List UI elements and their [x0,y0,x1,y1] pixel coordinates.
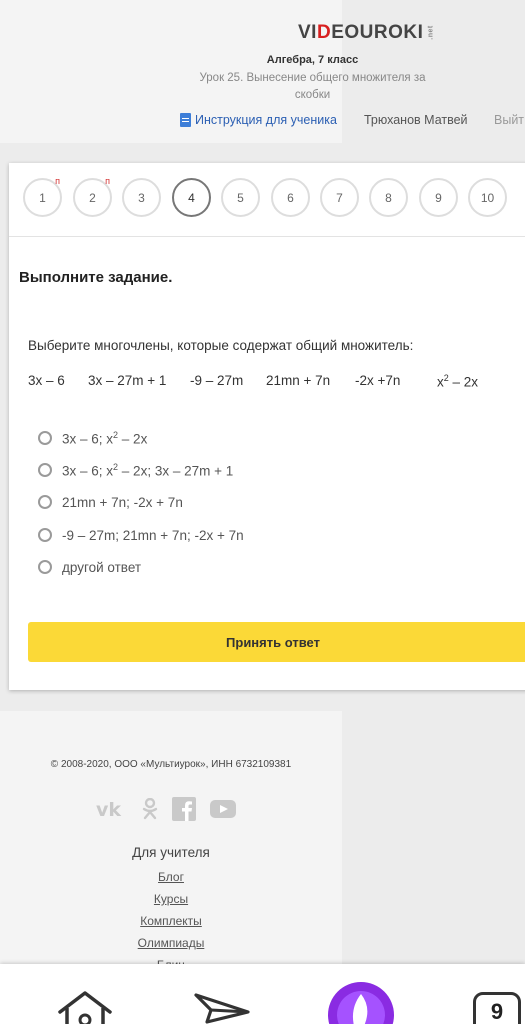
tab-question-2[interactable]: 2 п [73,178,112,217]
tabs-count: 9 [490,999,504,1024]
tab-question-5[interactable]: 5 [221,178,260,217]
polynomial: 3x – 6 [28,373,65,388]
footer-link-kits[interactable]: Комплекты [140,914,202,928]
site-logo[interactable]: VIDEOUROKI .net [298,22,436,43]
tab-mark: п [105,176,110,186]
footer [0,711,342,971]
tab-question-9[interactable]: 9 [419,178,458,217]
tab-question-4[interactable]: 4 [172,178,211,217]
logout-link[interactable]: Выйт [494,113,525,127]
facebook-icon[interactable] [172,797,196,821]
answer-option-5[interactable] [38,557,141,577]
social-links [96,797,236,821]
send-icon[interactable] [193,992,251,1024]
tab-question-7[interactable]: 7 [320,178,359,217]
alice-icon[interactable] [328,982,394,1024]
question-text: Выберите многочлены, которые содержат общий множитель: [28,338,414,353]
copyright: © 2008-2020, ООО «Мультиурок», ИНН 6732109381 [50,759,292,770]
radio-button[interactable] [38,495,52,509]
footer-section-title: Для учителя [132,845,210,860]
browser-bottom-bar [0,964,525,1024]
radio-button[interactable] [38,463,52,477]
tab-question-1[interactable]: 1 п [23,178,62,217]
polynomial: -2x +7n [355,373,401,388]
footer-link-blog[interactable]: Блог [158,870,184,884]
tabs-icon[interactable] [473,992,521,1024]
instruction-link[interactable] [180,113,337,127]
polynomial: $x^2 - 2x$ [437,373,479,390]
polynomial: 3x – 27m + 1 [88,373,167,388]
option-label: 3x – 6; $x^2 - 2x$; 3x – 27m + 1 [62,461,234,479]
user-name: Трюханов Матвей [364,113,468,127]
vk-icon[interactable] [96,799,128,819]
footer-link-courses[interactable]: Курсы [153,892,189,906]
answer-option-3[interactable] [38,492,183,512]
radio-button[interactable] [38,431,52,445]
submit-answer-button[interactable]: Принять ответ [28,622,525,662]
radio-button[interactable] [38,528,52,542]
option-label: другой ответ [62,559,142,575]
document-icon [180,113,191,127]
answer-option-1[interactable] [38,428,147,448]
home-icon[interactable] [56,990,114,1024]
option-label: -9 – 27m; 21mn + 7n; -2x + 7n [62,527,244,543]
course-title: Алгебра, 7 класс [266,54,359,66]
tab-question-10[interactable]: 10 [468,178,507,217]
task-title: Выполните задание. [19,269,173,286]
svg-text:vk: vk [96,799,122,819]
tab-question-8[interactable]: 8 [369,178,408,217]
tab-question-6[interactable]: 6 [271,178,310,217]
answer-option-2[interactable] [38,460,233,480]
polynomial: 21mn + 7n [266,373,331,388]
question-tabs [9,163,525,237]
polynomial: -9 – 27m [190,373,244,388]
option-label: 3x – 6; $x^2 - 2x$ [62,429,148,447]
odnoklassniki-icon[interactable] [142,798,158,820]
radio-button[interactable] [38,560,52,574]
youtube-icon[interactable] [210,800,236,818]
lesson-title: Урок 25. Вынесение общего множителя за скобки [199,72,426,101]
task-card [9,163,525,690]
footer-link-olympiads[interactable]: Олимпиады [137,936,205,950]
header [0,0,525,143]
tab-mark: п [55,176,60,186]
answer-option-4[interactable] [38,525,244,545]
instruction-link-label: Инструкция для ученика [195,113,337,127]
tab-question-3[interactable]: 3 [122,178,161,217]
option-label: 21mn + 7n; -2x + 7n [62,494,183,510]
